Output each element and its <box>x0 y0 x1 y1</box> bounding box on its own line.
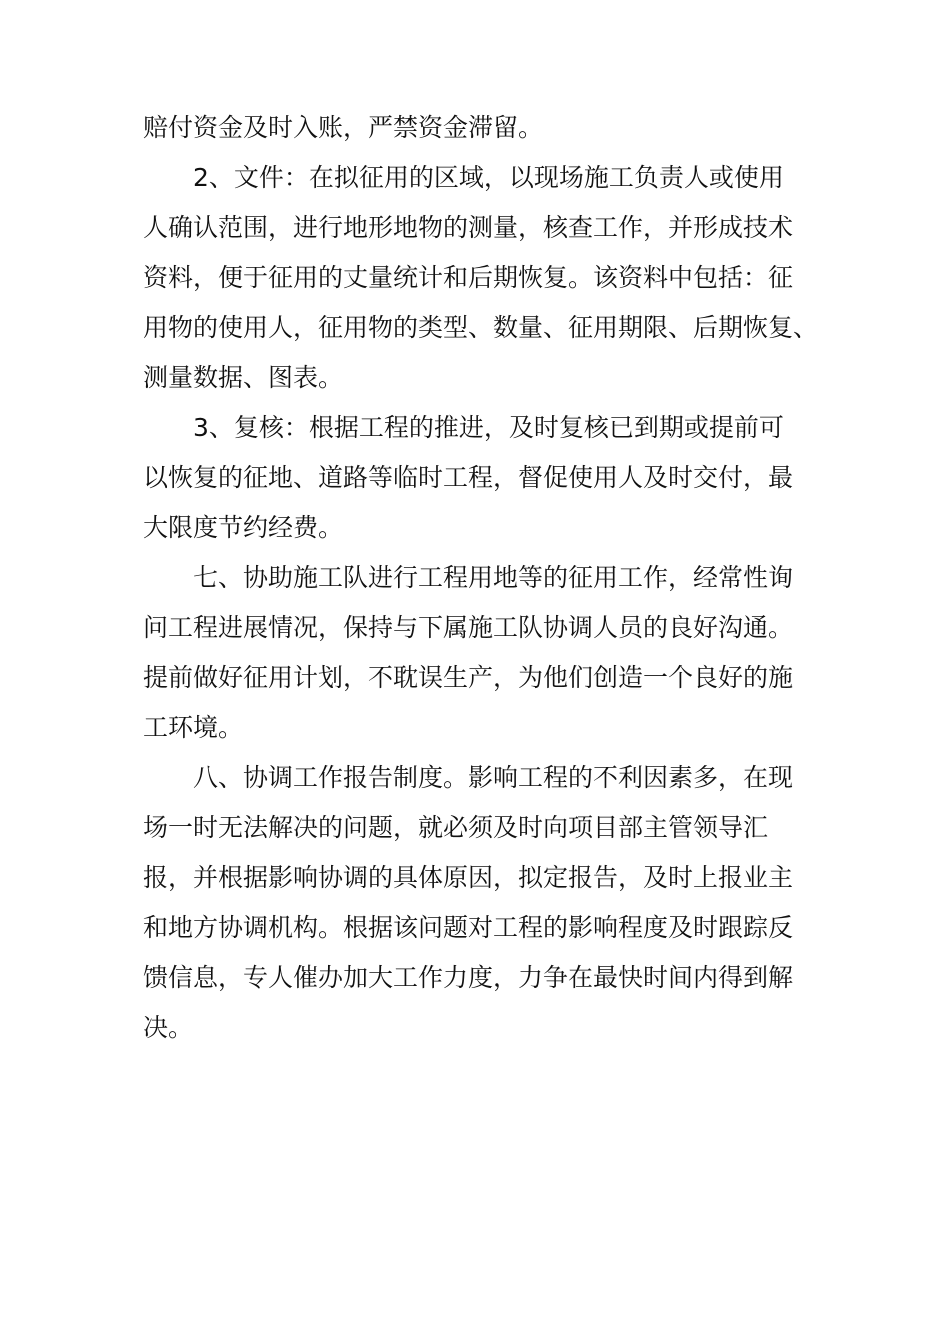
text-line-4: 资料，便于征用的丈量统计和后期恢复。该资料中包括：征 <box>143 263 794 292</box>
text-line-5: 用物的使用人，征用物的类型、数量、征用期限、后期恢复、 <box>143 313 819 342</box>
text-line-11: 问工程进展情况，保持与下属施工队协调人员的良好沟通。 <box>143 613 794 642</box>
text-line-1: 赔付资金及时入账，严禁资金滞留。 <box>143 113 544 142</box>
text-line-6: 测量数据、图表。 <box>143 363 344 392</box>
text-line-13: 工环境。 <box>143 713 244 742</box>
text-line-12: 提前做好征用计划，不耽误生产，为他们创造一个良好的施 <box>143 663 794 692</box>
text-line-14: 八、协调工作报告制度。影响工程的不利因素多，在现 <box>193 763 794 792</box>
text-line-17: 和地方协调机构。根据该问题对工程的影响程度及时跟踪反 <box>143 913 794 942</box>
text-line-2: 2、文件：在拟征用的区域，以现场施工负责人或使用 <box>193 163 784 192</box>
text-line-3: 人确认范围，进行地形地物的测量，核查工作，并形成技术 <box>143 213 794 242</box>
text-line-10: 七、协助施工队进行工程用地等的征用工作，经常性询 <box>193 563 794 592</box>
text-line-7: 3、复核：根据工程的推进，及时复核已到期或提前可 <box>193 413 784 442</box>
text-line-16: 报，并根据影响协调的具体原因，拟定报告，及时上报业主 <box>143 863 794 892</box>
text-line-8: 以恢复的征地、道路等临时工程，督促使用人及时交付，最 <box>143 463 794 492</box>
text-line-15: 场一时无法解决的问题，就必须及时向项目部主管领导汇 <box>143 813 769 842</box>
text-line-18: 馈信息，专人催办加大工作力度，力争在最快时间内得到解 <box>143 963 794 992</box>
text-line-19: 决。 <box>143 1013 194 1042</box>
text-line-9: 大限度节约经费。 <box>143 513 344 542</box>
